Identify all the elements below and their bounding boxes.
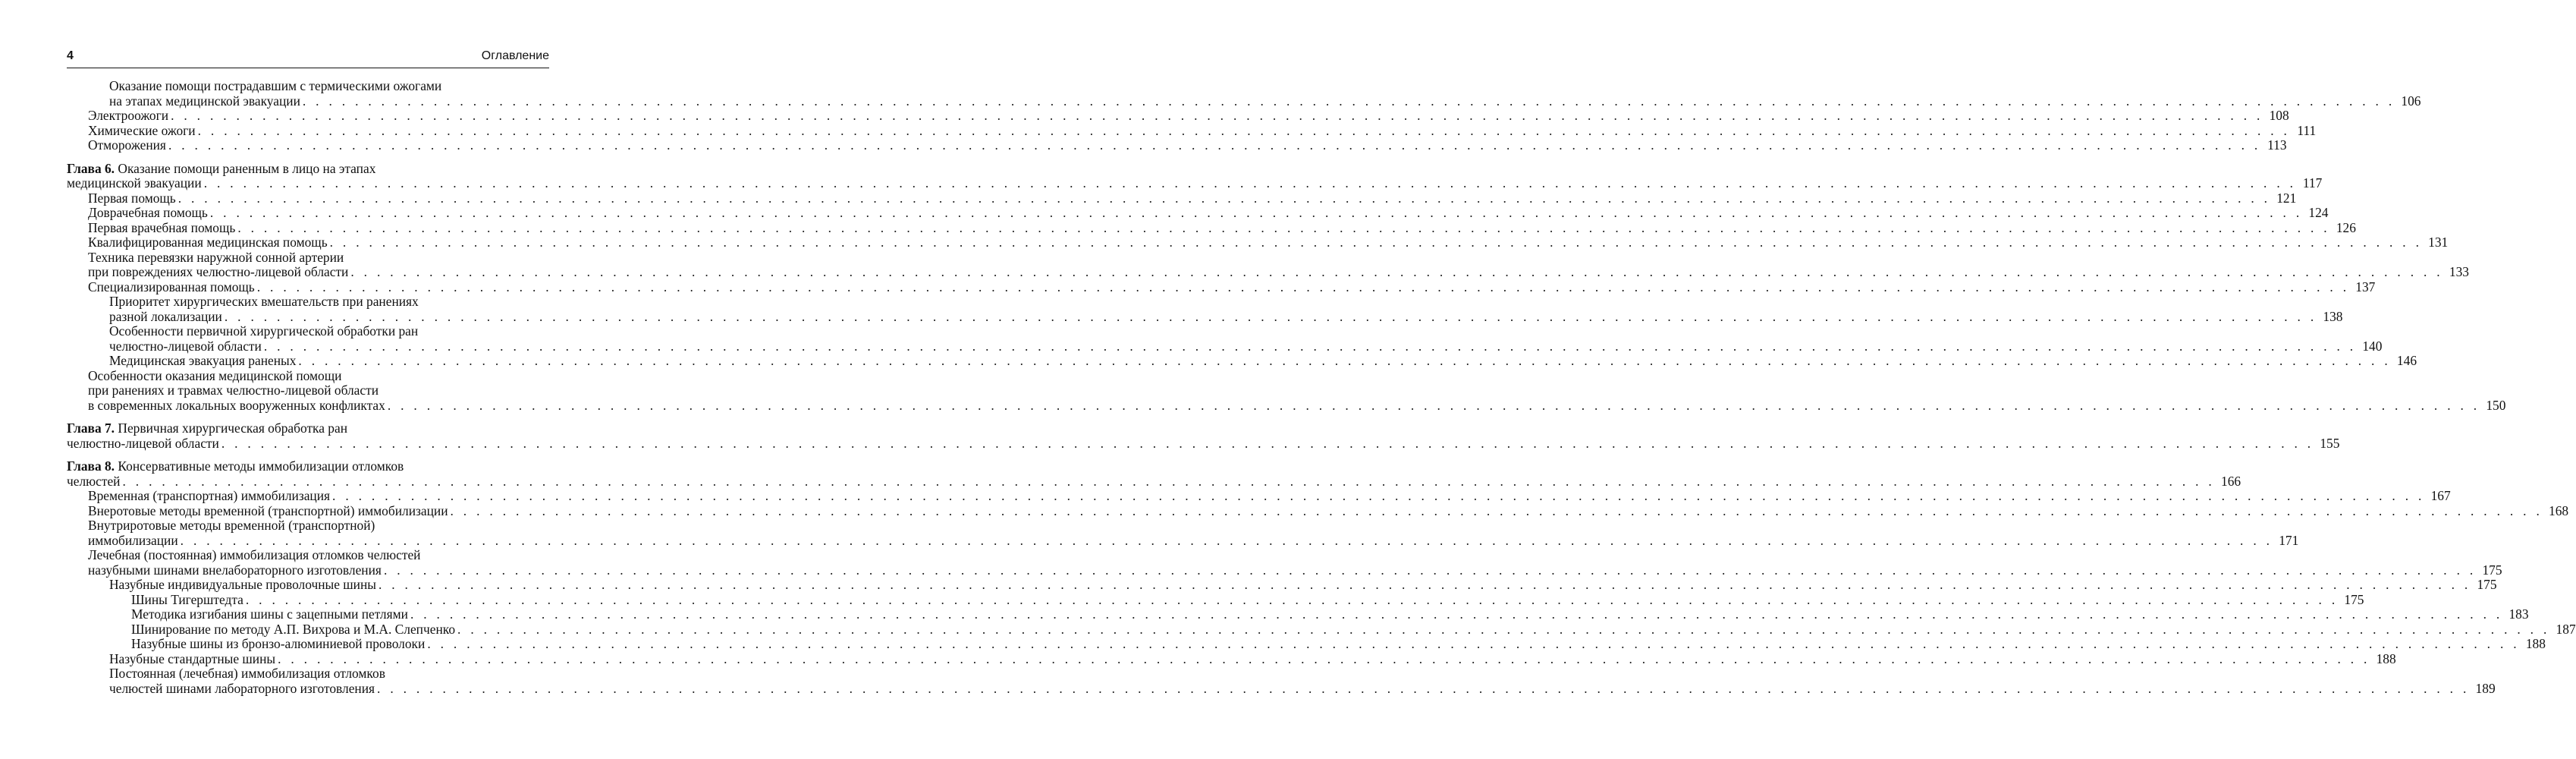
dot-leader: . . . . . . . . . . . . . . . . . . . . . . . . . . . . . . . . . . . . . . . . . . . . . . . . . . . . . . . . . . . . . . . . . . . . . . . . . . . . . . . . . . . . . . . . . . . . . . . . . . . . . . . . . . . . . . . . . . . . . . . . . . . . . . . . . . . . . . . . . . . . . . . . . . . . . . . . . . . . . . . . [168,137,2261,153]
toc-entry[interactable] [67,249,2469,280]
toc-entry-title: Особенности первичной хирургической обработки ран [109,323,419,339]
toc-entry-title: Оказание помощи пострадавшим с термическими ожогами [109,78,442,93]
toc-entry-title: Внутриротовые методы временной (транспортной) [88,518,375,533]
toc-entry-line [88,264,2469,280]
toc-entry-line [67,459,549,474]
toc-entry-title: при повреждениях челюстно-лицевой области [88,264,349,279]
toc-entry-title: Назубные индивидуальные проволочные шины [109,577,376,592]
toc-page-number: 137 [2355,279,2376,294]
toc-entry-title: челюстей [67,473,121,489]
toc-entry-title: Шины Тигерштедта [131,591,243,607]
toc-entry-line [67,175,2323,191]
toc-entry-line [88,518,549,534]
toc-entry-line [109,294,549,310]
toc-entry-title: Химические ожоги [88,122,196,138]
toc-entry-line [109,353,2417,369]
toc-entry-line [131,636,2546,652]
toc-entry-line [67,421,549,436]
toc-entry-title: Лечебная (постоянная) иммобилизация отломков челюстей [88,547,421,562]
toc-page-number: 168 [2549,502,2569,518]
toc-entry-title: Электроожоги [88,108,169,123]
toc-entry[interactable] [67,294,2343,324]
dot-leader: . . . . . . . . . . . . . . . . . . . . . . . . . . . . . . . . . . . . . . . . . . . . . . . . . . . . . . . . . . . . . . . . . . . . . . . . . . . . . . . . . . . . . . . . . . . . . . . . . . . . . . . . . . . . . . . . . . . . . . . . . . . . . . . . . . . . . . . . . . . . . . . . . . . . . . . . . . . . . . . . [224,308,2317,324]
toc-entry-line [88,369,549,384]
toc-entry-line [88,562,2502,578]
toc-entry-title: Оказание помощи раненным в лицо на этапах [115,160,376,176]
dot-leader: . . . . . . . . . . . . . . . . . . . . . . . . . . . . . . . . . . . . . . . . . . . . . . . . . . . . . . . . . . . . . . . . . . . . . . . . . . . . . . . . . . . . . . . . . . . . . . . . . . . . . . . . . . . . . . . . . . . . . . . . . . . . . . . . . . . . . . . . . . . . . . . . . . . . . . . . . . . . . . . . [278,650,2370,666]
toc-entry[interactable] [67,323,2383,354]
dot-leader: . . . . . . . . . . . . . . . . . . . . . . . . . . . . . . . . . . . . . . . . . . . . . . . . . . . . . . . . . . . . . . . . . . . . . . . . . . . . . . . . . . . . . . . . . . . . . . . . . . . . . . . . . . . . . . . . . . . . . . . . . . . . . . . . . . . . . . . . . . . . . . . . . . . . . . . . . . . . . . . . [197,122,2291,138]
toc-entry-line [131,621,2576,638]
dot-leader: . . . . . . . . . . . . . . . . . . . . . . . . . . . . . . . . . . . . . . . . . . . . . . . . . . . . . . . . . . . . . . . . . . . . . . . . . . . . . . . . . . . . . . . . . . . . . . . . . . . . . . . . . . . . . . . . . . . . . . . . . . . . . . . . . . . . . . . . . . . . . . . . . . . . . . . . . . . . . . . . [298,353,2392,368]
toc-page-number: 133 [2449,264,2469,279]
toc-entry-line [88,532,2299,549]
toc-page-number: 187 [2556,621,2576,637]
toc-page-number: 108 [2269,108,2289,123]
toc-entry-line [88,488,2451,504]
toc-page-number: 106 [2401,93,2421,109]
toc-entry-title: челюстей шинами лабораторного изготовления [109,680,375,696]
toc-entry-title: разной локализации [109,308,222,324]
toc-entry-line [88,279,2376,295]
toc-entry[interactable] [67,78,2421,109]
toc-entry-line [109,308,2343,325]
toc-entry-line [109,577,2497,593]
toc-page-number: 183 [2508,606,2529,622]
chapter-label: Глава 7. [67,420,115,436]
toc-entry-title: Временная (транспортная) иммобилизация [88,488,331,503]
toc-page-number: 166 [2221,473,2241,489]
dot-leader: . . . . . . . . . . . . . . . . . . . . . . . . . . . . . . . . . . . . . . . . . . . . . . . . . . . . . . . . . . . . . . . . . . . . . . . . . . . . . . . . . . . . . . . . . . . . . . . . . . . . . . . . . . . . . . . . . . . . . . . . . . . . . . . . . . . . . . . . . . . . . . . . . . . . . . . . . . . . . . . . [221,435,2314,451]
dot-leader: . . . . . . . . . . . . . . . . . . . . . . . . . . . . . . . . . . . . . . . . . . . . . . . . . . . . . . . . . . . . . . . . . . . . . . . . . . . . . . . . . . . . . . . . . . . . . . . . . . . . . . . . . . . . . . . . . . . . . . . . . . . . . . . . . . . . . . . . . . . . . . . . . . . . . . . . . . . . . . . . [122,473,2216,489]
toc-entry-line [109,338,2383,354]
toc-entry-title: Особенности оказания медицинской помощи [88,367,342,383]
toc-entry-title: челюстно-лицевой области [67,435,219,451]
toc-entry-title: назубными шинами внелабораторного изготовления [88,562,382,578]
dot-leader: . . . . . . . . . . . . . . . . . . . . . . . . . . . . . . . . . . . . . . . . . . . . . . . . . . . . . . . . . . . . . . . . . . . . . . . . . . . . . . . . . . . . . . . . . . . . . . . . . . . . . . . . . . . . . . . . . . . . . . . . . . . . . . . . . . . . . . . . . . . . . . . . . . . . . . . . . . . . . . . . [410,606,2503,622]
dot-leader: . . . . . . . . . . . . . . . . . . . . . . . . . . . . . . . . . . . . . . . . . . . . . . . . . . . . . . . . . . . . . . . . . . . . . . . . . . . . . . . . . . . . . . . . . . . . . . . . . . . . . . . . . . . . . . . . . . . . . . . . . . . . . . . . . . . . . . . . . . . . . . . . . . . . . . . . . . . . . . . . [383,562,2477,578]
toc-entry-line [88,122,2317,139]
dot-leader: . . . . . . . . . . . . . . . . . . . . . . . . . . . . . . . . . . . . . . . . . . . . . . . . . . . . . . . . . . . . . . . . . . . . . . . . . . . . . . . . . . . . . . . . . . . . . . . . . . . . . . . . . . . . . . . . . . . . . . . . . . . . . . . . . . . . . . . . . . . . . . . . . . . . . . . . . . . . . . . . [263,338,2357,354]
toc-entry[interactable] [67,577,2497,593]
toc-entry-title: Методика изгибания шины с зацепными петлями [131,606,408,622]
toc-entry-title: Первая врачебная помощь [88,219,236,235]
toc-page-number: 121 [2276,190,2297,206]
toc-page-number: 175 [2482,562,2502,578]
toc-entry-line [109,93,2421,109]
toc-entry[interactable] [67,219,2356,236]
table-of-contents [67,78,2576,696]
toc-entry-title: Консервативные методы иммобилизации отломков [115,458,404,474]
toc-page-number: 138 [2323,308,2343,324]
toc-entry-title: Техника перевязки наружной сонной артерии [88,249,344,265]
toc-entry-line [109,680,2496,697]
toc-entry-line [67,473,2241,490]
toc-entry-title: при ранениях и травмах челюстно-лицевой области [88,383,379,398]
page-header [67,47,549,65]
toc-entry[interactable] [67,666,2496,696]
toc-entry-line [88,502,2569,519]
dot-leader: . . . . . . . . . . . . . . . . . . . . . . . . . . . . . . . . . . . . . . . . . . . . . . . . . . . . . . . . . . . . . . . . . . . . . . . . . . . . . . . . . . . . . . . . . . . . . . . . . . . . . . . . . . . . . . . . . . . . . . . . . . . . . . . . . . . . . . . . . . . . . . . . . . . . . . . . . . . . . . . . [350,264,2443,279]
toc-entry-title: Медицинская эвакуация раненых [109,353,297,368]
toc-entry-title: Постоянная (лечебная) иммобилизация отломков [109,666,385,681]
toc-entry-title: Специализированная помощь [88,279,255,294]
toc-entry-title: Доврачебная помощь [88,205,208,220]
toc-entry[interactable] [67,108,2289,124]
dot-leader: . . . . . . . . . . . . . . . . . . . . . . . . . . . . . . . . . . . . . . . . . . . . . . . . . . . . . . . . . . . . . . . . . . . . . . . . . . . . . . . . . . . . . . . . . . . . . . . . . . . . . . . . . . . . . . . . . . . . . . . . . . . . . . . . . . . . . . . . . . . . . . . . . . . . . . . . . . . . . . . . [329,235,2423,250]
toc-entry-line [88,397,2506,414]
dot-leader: . . . . . . . . . . . . . . . . . . . . . . . . . . . . . . . . . . . . . . . . . . . . . . . . . . . . . . . . . . . . . . . . . . . . . . . . . . . . . . . . . . . . . . . . . . . . . . . . . . . . . . . . . . . . . . . . . . . . . . . . . . . . . . . . . . . . . . . . . . . . . . . . . . . . . . . . . . . . . . . . [209,205,2303,220]
toc-entry[interactable] [67,591,2364,608]
toc-page-number: 117 [2302,175,2323,191]
toc-page-number: 131 [2428,235,2449,250]
toc-page-number: 171 [2279,532,2299,548]
toc-page-number: 189 [2475,680,2496,696]
toc-entry[interactable] [67,367,2506,414]
dot-leader: . . . . . . . . . . . . . . . . . . . . . . . . . . . . . . . . . . . . . . . . . . . . . . . . . . . . . . . . . . . . . . . . . . . . . . . . . . . . . . . . . . . . . . . . . . . . . . . . . . . . . . . . . . . . . . . . . . . . . . . . . . . . . . . . . . . . . . . . . . . . . . . . . . . . . . . . . . . . . . . . [302,93,2395,109]
dot-leader: . . . . . . . . . . . . . . . . . . . . . . . . . . . . . . . . . . . . . . . . . . . . . . . . . . . . . . . . . . . . . . . . . . . . . . . . . . . . . . . . . . . . . . . . . . . . . . . . . . . . . . . . . . . . . . . . . . . . . . . . . . . . . . . . . . . . . . . . . . . . . . . . . . . . . . . . . . . . . . . . [177,190,2271,206]
toc-page-number: 175 [2344,591,2364,607]
toc-entry[interactable] [67,488,2451,504]
toc-entry-title: Первая помощь [88,190,176,206]
toc-entry-title: иммобилизации [88,532,178,548]
chapter-label: Глава 6. [67,160,115,176]
toc-entry[interactable] [67,205,2329,221]
toc-entry-line [88,205,2329,221]
toc-entry-line [131,606,2529,622]
toc-page-number: 150 [2486,397,2506,413]
toc-entry[interactable] [67,547,2502,578]
toc-entry-line [88,250,549,266]
toc-entry[interactable] [67,650,2396,667]
toc-entry[interactable] [67,190,2297,206]
toc-entry-title: в современных локальных вооруженных конфликтах [88,397,385,413]
dot-leader: . . . . . . . . . . . . . . . . . . . . . . . . . . . . . . . . . . . . . . . . . . . . . . . . . . . . . . . . . . . . . . . . . . . . . . . . . . . . . . . . . . . . . . . . . . . . . . . . . . . . . . . . . . . . . . . . . . . . . . . . . . . . . . . . . . . . . . . . . . . . . . . . . . . . . . . . . . . . . . . . [203,175,2297,191]
toc-entry-line [88,383,549,398]
toc-entry[interactable] [67,279,2376,295]
dot-leader: . . . . . . . . . . . . . . . . . . . . . . . . . . . . . . . . . . . . . . . . . . . . . . . . . . . . . . . . . . . . . . . . . . . . . . . . . . . . . . . . . . . . . . . . . . . . . . . . . . . . . . . . . . . . . . . . . . . . . . . . . . . . . . . . . . . . . . . . . . . . . . . . . . . . . . . . . . . . . . . . [332,488,2425,503]
toc-entry-line [88,219,2356,236]
toc-page-number: 124 [2308,205,2329,220]
dot-leader: . . . . . . . . . . . . . . . . . . . . . . . . . . . . . . . . . . . . . . . . . . . . . . . . . . . . . . . . . . . . . . . . . . . . . . . . . . . . . . . . . . . . . . . . . . . . . . . . . . . . . . . . . . . . . . . . . . . . . . . . . . . . . . . . . . . . . . . . . . . . . . . . . . . . . . . . . . . . . . . . [457,621,2550,637]
toc-entry-line [109,79,549,94]
toc-entry-line [109,324,549,339]
toc-page-number: 113 [2267,137,2287,153]
dot-leader: . . . . . . . . . . . . . . . . . . . . . . . . . . . . . . . . . . . . . . . . . . . . . . . . . . . . . . . . . . . . . . . . . . . . . . . . . . . . . . . . . . . . . . . . . . . . . . . . . . . . . . . . . . . . . . . . . . . . . . . . . . . . . . . . . . . . . . . . . . . . . . . . . . . . . . . . . . . . . . . . [256,279,2350,294]
toc-chapter-entry[interactable] [67,458,2241,489]
toc-entry-title: Первичная хирургическая обработка ран [115,420,348,436]
toc-page-number: 140 [2362,338,2383,354]
dot-leader: . . . . . . . . . . . . . . . . . . . . . . . . . . . . . . . . . . . . . . . . . . . . . . . . . . . . . . . . . . . . . . . . . . . . . . . . . . . . . . . . . . . . . . . . . . . . . . . . . . . . . . . . . . . . . . . . . . . . . . . . . . . . . . . . . . . . . . . . . . . . . . . . . . . . . . . . . . . . . . . . [245,591,2339,607]
toc-entry-line [88,190,2297,206]
toc-entry-line [88,235,2449,250]
toc-entry[interactable] [67,636,2546,652]
toc-entry-line [88,108,2289,124]
toc-entry[interactable] [67,502,2569,519]
toc-entry-line [131,591,2364,608]
toc-chapter-entry[interactable] [67,160,2323,191]
dot-leader: . . . . . . . . . . . . . . . . . . . . . . . . . . . . . . . . . . . . . . . . . . . . . . . . . . . . . . . . . . . . . . . . . . . . . . . . . . . . . . . . . . . . . . . . . . . . . . . . . . . . . . . . . . . . . . . . . . . . . . . . . . . . . . . . . . . . . . . . . . . . . . . . . . . . . . . . . . . . . . . . [387,397,2480,413]
toc-page-number: 146 [2396,353,2417,368]
toc-entry[interactable] [67,353,2417,369]
page-number: 4 [67,49,74,62]
toc-entry-line [67,435,2340,452]
toc-chapter-entry[interactable] [67,420,2340,451]
toc-entry-title: на этапах медицинской эвакуации [109,93,300,109]
dot-leader: . . . . . . . . . . . . . . . . . . . . . . . . . . . . . . . . . . . . . . . . . . . . . . . . . . . . . . . . . . . . . . . . . . . . . . . . . . . . . . . . . . . . . . . . . . . . . . . . . . . . . . . . . . . . . . . . . . . . . . . . . . . . . . . . . . . . . . . . . . . . . . . . . . . . . . . . . . . . . . . . [237,219,2330,235]
toc-entry-line [109,666,549,682]
toc-entry[interactable] [67,122,2317,139]
toc-entry-title: Приоритет хирургических вмешательств при ранениях [109,294,419,309]
toc-entry[interactable] [67,621,2576,638]
toc-entry[interactable] [67,137,2287,153]
toc-entry[interactable] [67,235,2449,250]
toc-page-number: 167 [2430,488,2451,503]
toc-entry-line [67,162,549,177]
toc-page-number: 111 [2297,122,2317,138]
dot-leader: . . . . . . . . . . . . . . . . . . . . . . . . . . . . . . . . . . . . . . . . . . . . . . . . . . . . . . . . . . . . . . . . . . . . . . . . . . . . . . . . . . . . . . . . . . . . . . . . . . . . . . . . . . . . . . . . . . . . . . . . . . . . . . . . . . . . . . . . . . . . . . . . . . . . . . . . . . . . . . . . [450,502,2543,518]
toc-entry-title: Шинирование по методу А.П. Вихрова и М.А. Слепченко [131,621,456,637]
dot-leader: . . . . . . . . . . . . . . . . . . . . . . . . . . . . . . . . . . . . . . . . . . . . . . . . . . . . . . . . . . . . . . . . . . . . . . . . . . . . . . . . . . . . . . . . . . . . . . . . . . . . . . . . . . . . . . . . . . . . . . . . . . . . . . . . . . . . . . . . . . . . . . . . . . . . . . . . . . . . . . . . [180,532,2273,548]
dot-leader: . . . . . . . . . . . . . . . . . . . . . . . . . . . . . . . . . . . . . . . . . . . . . . . . . . . . . . . . . . . . . . . . . . . . . . . . . . . . . . . . . . . . . . . . . . . . . . . . . . . . . . . . . . . . . . . . . . . . . . . . . . . . . . . . . . . . . . . . . . . . . . . . . . . . . . . . . . . . . . . . [378,577,2471,592]
toc-page-number: 188 [2376,650,2396,666]
toc-entry-title: Назубные шины из бронзо-алюминиевой проволоки [131,636,426,651]
dot-leader: . . . . . . . . . . . . . . . . . . . . . . . . . . . . . . . . . . . . . . . . . . . . . . . . . . . . . . . . . . . . . . . . . . . . . . . . . . . . . . . . . . . . . . . . . . . . . . . . . . . . . . . . . . . . . . . . . . . . . . . . . . . . . . . . . . . . . . . . . . . . . . . . . . . . . . . . . . . . . . . . [377,680,2470,696]
toc-entry-line [88,137,2287,153]
chapter-label: Глава 8. [67,458,115,474]
toc-entry-title: Внеротовые методы временной (транспортной) иммобилизации [88,502,448,518]
toc-entry-title: медицинской эвакуации [67,175,202,191]
toc-entry-line [109,650,2396,667]
toc-entry-title: Назубные стандартные шины [109,650,276,666]
toc-entry-line [88,548,549,563]
toc-page-number: 175 [2477,577,2497,592]
dot-leader: . . . . . . . . . . . . . . . . . . . . . . . . . . . . . . . . . . . . . . . . . . . . . . . . . . . . . . . . . . . . . . . . . . . . . . . . . . . . . . . . . . . . . . . . . . . . . . . . . . . . . . . . . . . . . . . . . . . . . . . . . . . . . . . . . . . . . . . . . . . . . . . . . . . . . . . . . . . . . . . . [427,636,2520,651]
running-title: Оглавление [481,49,549,62]
toc-page-number: 188 [2525,636,2546,651]
toc-entry-title: челюстно-лицевой области [109,338,262,354]
toc-entry-title: Отморожения [88,137,166,153]
toc-page-number: 155 [2320,435,2340,451]
dot-leader: . . . . . . . . . . . . . . . . . . . . . . . . . . . . . . . . . . . . . . . . . . . . . . . . . . . . . . . . . . . . . . . . . . . . . . . . . . . . . . . . . . . . . . . . . . . . . . . . . . . . . . . . . . . . . . . . . . . . . . . . . . . . . . . . . . . . . . . . . . . . . . . . . . . . . . . . . . . . . . . . [171,108,2263,123]
toc-entry[interactable] [67,518,2299,548]
toc-page-number: 126 [2336,219,2356,235]
toc-entry-title: Квалифицированная медицинская помощь [88,235,328,250]
toc-entry[interactable] [67,606,2529,622]
